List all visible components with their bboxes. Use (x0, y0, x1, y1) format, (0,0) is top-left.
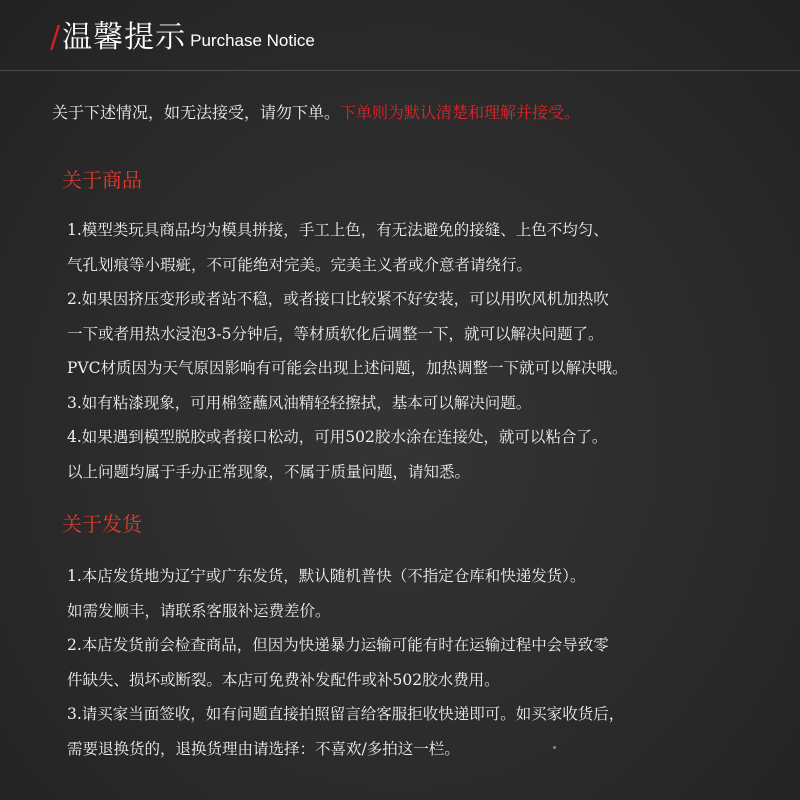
page-title-cn: 温馨提示 (62, 20, 187, 55)
shipping-line: 如需发顺丰，请联系客服补运费差价。 (67, 601, 331, 620)
products-line: 以上问题均属于手办正常现象，不属于质量问题，请知悉。 (67, 462, 471, 481)
shipping-line: 3.请买家当面签收，如有问题直接拍照留言给客服拒收快递即可。如买家收货后， (67, 705, 625, 723)
notice-highlight: 下单则为默认清楚和理解并接受。 (340, 103, 581, 122)
shipping-line: 件缺失、损坏或断裂。本店可免费补发配件或补502胶水费用。 (67, 670, 500, 689)
stray-dot (553, 746, 556, 749)
shipping-line: 需要退换货的，退换货理由请选择：不喜欢/多拍这一栏。 (67, 739, 460, 758)
products-line: 4.如果遇到模型脱胶或者接口松动，可用502胶水涂在连接处，就可以粘合了。 (67, 428, 608, 446)
section-title-products: 关于商品 (62, 168, 142, 192)
products-line: 3.如有粘漆现象，可用棉签蘸风油精轻轻擦拭，基本可以解决问题。 (67, 393, 532, 412)
section-title-shipping: 关于发货 (62, 512, 142, 536)
header-slash: / (50, 20, 61, 55)
products-line: 2.如果因挤压变形或者站不稳，或者接口比较紧不好安装，可以用吹风机加热吹 (67, 290, 609, 308)
products-line: 气孔划痕等小瑕疵，不可能绝对完美。完美主义者或介意者请绕行。 (67, 255, 533, 274)
products-list (67, 213, 628, 489)
notice-text: 关于下述情况，如无法接受，请勿下单。 (52, 103, 341, 122)
products-line: PVC材质因为天气原因影响有可能会出现上述问题，加热调整一下就可以解决哦。 (67, 359, 628, 377)
shipping-list (67, 559, 624, 766)
page-title-en: Purchase Notice (190, 31, 315, 50)
products-line: 一下或者用热水浸泡3-5分钟后，等材质软化后调整一下，就可以解决问题了。 (67, 324, 604, 343)
shipping-line: 2.本店发货前会检查商品，但因为快递暴力运输可能有时在运输过程中会导致零 (67, 636, 609, 654)
header-divider (0, 70, 800, 71)
products-line: 1.模型类玩具商品均为模具拼接，手工上色，有无法避免的接缝、上色不均匀、 (67, 221, 609, 239)
page-header (50, 18, 315, 58)
notice-line (52, 98, 580, 128)
shipping-line: 1.本店发货地为辽宁或广东发货，默认随机普快（不指定仓库和快递发货）。 (67, 567, 586, 585)
